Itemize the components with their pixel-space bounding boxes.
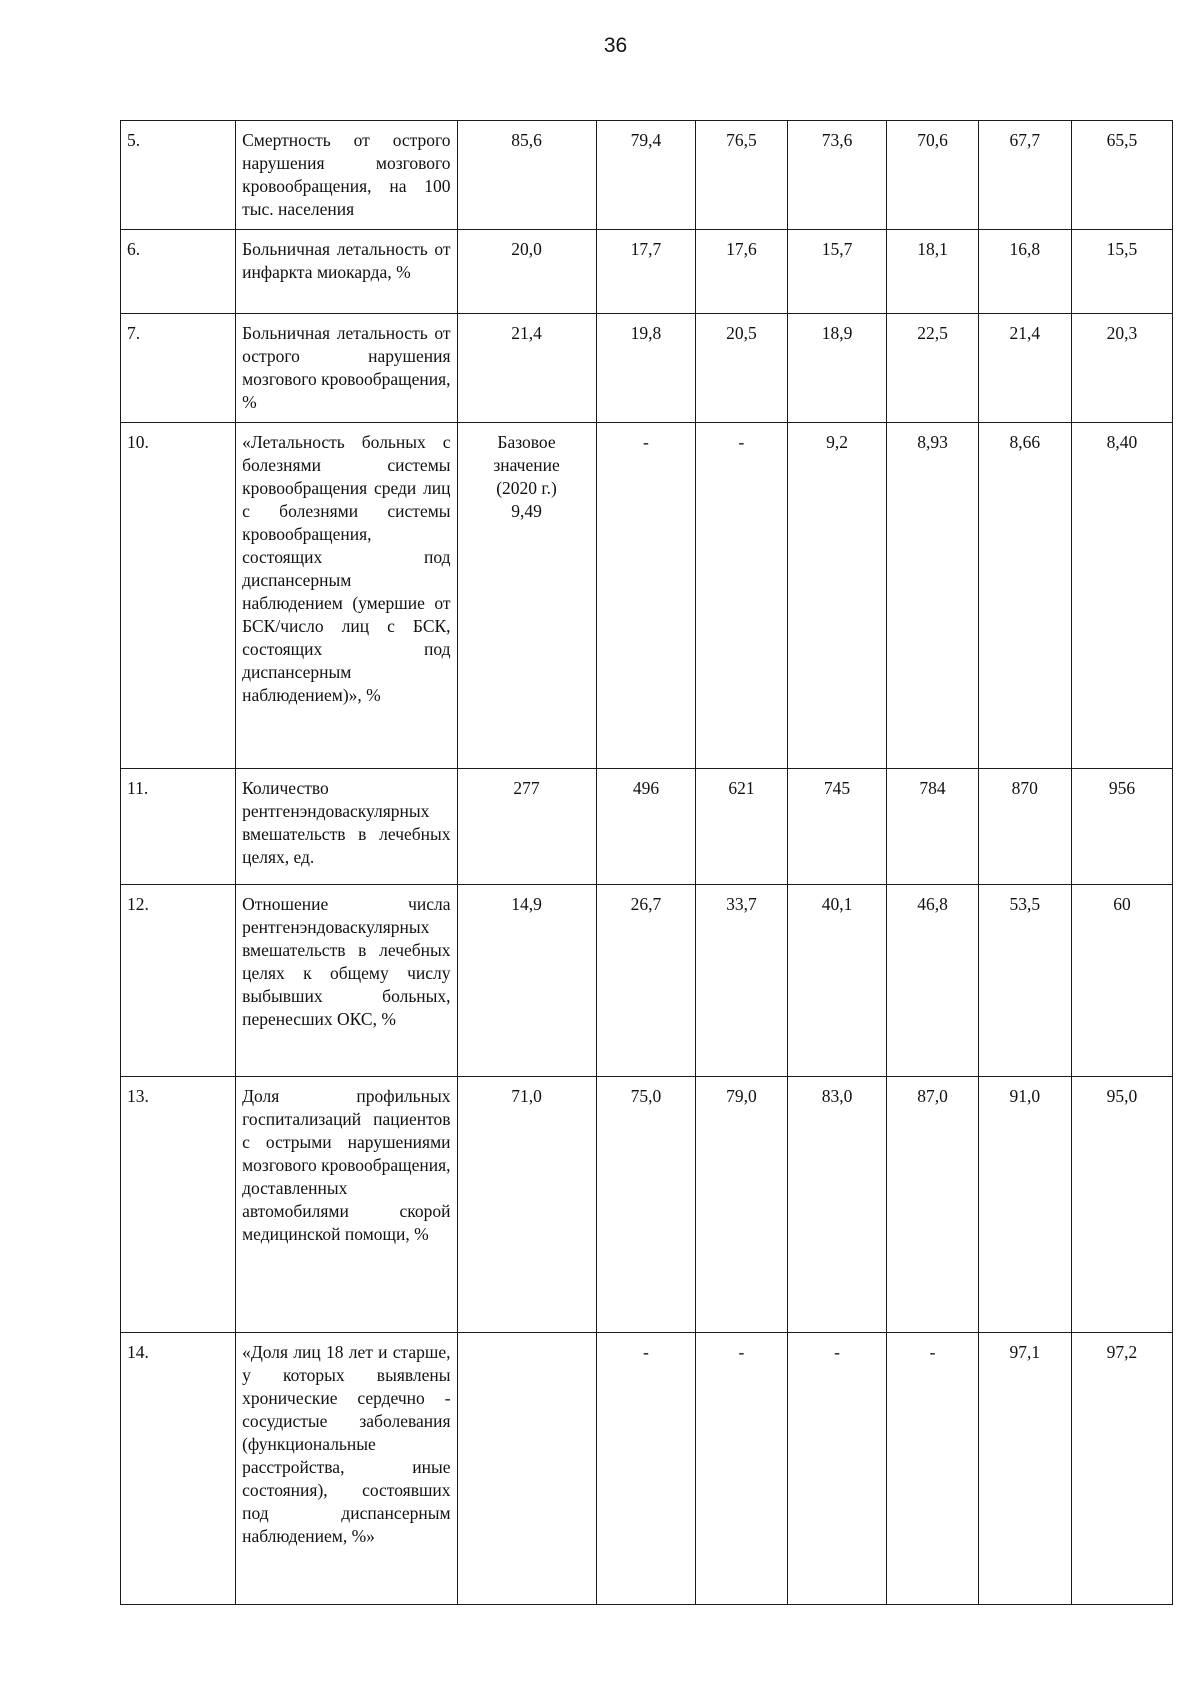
value-cell: 20,0: [457, 230, 596, 314]
value-cell: 956: [1071, 769, 1172, 885]
value-cell: 17,7: [596, 230, 696, 314]
indicator-name: «Летальность больных с болезнями системы кровообращения среди лиц с болезнями системы кровообращения, состоящих под диспансерным наблюдением (умершие от БСК/число лиц с БСК, состоящих под диспансерным наблюдением)», %: [236, 423, 457, 769]
value-cell: 85,6: [457, 121, 596, 230]
base-value-line: (2020 г.): [496, 478, 557, 498]
indicator-name: Количество рентгенэндоваскулярных вмешательств в лечебных целях, ед.: [236, 769, 457, 885]
indicators-table: [120, 120, 1173, 1605]
value-cell: 40,1: [787, 885, 887, 1077]
value-cell: 91,0: [978, 1077, 1071, 1333]
row-number: 5.: [121, 121, 236, 230]
table-row: [121, 230, 1173, 314]
row-number: 6.: [121, 230, 236, 314]
value-cell: 17,6: [696, 230, 787, 314]
base-value-line: 9,49: [511, 501, 542, 521]
row-number: 11.: [121, 769, 236, 885]
value-cell: 53,5: [978, 885, 1071, 1077]
indicator-name: Отношение числа рентгенэндоваскулярных вмешательств в лечебных целях к общему числу выбывших больных, перенесших ОКС, %: [236, 885, 457, 1077]
value-cell: 870: [978, 769, 1071, 885]
value-cell: 9,2: [787, 423, 887, 769]
indicator-name: Больничная летальность от острого нарушения мозгового кровообращения, %: [236, 314, 457, 423]
value-cell: 26,7: [596, 885, 696, 1077]
value-cell: 8,40: [1071, 423, 1172, 769]
table-row: [121, 1077, 1173, 1333]
value-cell: 79,0: [696, 1077, 787, 1333]
value-cell: 22,5: [887, 314, 978, 423]
value-cell: 71,0: [457, 1077, 596, 1333]
value-cell: 95,0: [1071, 1077, 1172, 1333]
table-row: [121, 1333, 1173, 1605]
base-value-line: значение: [493, 455, 560, 475]
value-cell: -: [696, 423, 787, 769]
value-cell: 97,1: [978, 1333, 1071, 1605]
value-cell: 8,93: [887, 423, 978, 769]
empty-cell: [457, 1333, 596, 1605]
table-row: [121, 314, 1173, 423]
base-value-cell: [457, 423, 596, 769]
table-row: [121, 121, 1173, 230]
indicator-name: Больничная летальность от инфаркта миокарда, %: [236, 230, 457, 314]
page-number: 36: [603, 34, 628, 57]
row-number: 7.: [121, 314, 236, 423]
value-cell: 87,0: [887, 1077, 978, 1333]
table-row: [121, 423, 1173, 769]
indicator-name: Смертность от острого нарушения мозгового кровообращения, на 100 тыс. населения: [236, 121, 457, 230]
value-cell: 8,66: [978, 423, 1071, 769]
value-cell: 18,9: [787, 314, 887, 423]
value-cell: -: [596, 1333, 696, 1605]
value-cell: 14,9: [457, 885, 596, 1077]
value-cell: 15,5: [1071, 230, 1172, 314]
value-cell: 76,5: [696, 121, 787, 230]
value-cell: 784: [887, 769, 978, 885]
table-row: [121, 885, 1173, 1077]
value-cell: 20,5: [696, 314, 787, 423]
row-number: 10.: [121, 423, 236, 769]
table-row: [121, 769, 1173, 885]
row-number: 12.: [121, 885, 236, 1077]
indicator-name: Доля профильных госпитализаций пациентов с острыми нарушениями мозгового кровообращения, доставленных автомобилями скорой медицинской помощи, %: [236, 1077, 457, 1333]
value-cell: -: [887, 1333, 978, 1605]
value-cell: 73,6: [787, 121, 887, 230]
value-cell: 15,7: [787, 230, 887, 314]
value-cell: 33,7: [696, 885, 787, 1077]
value-cell: 18,1: [887, 230, 978, 314]
value-cell: 79,4: [596, 121, 696, 230]
value-cell: 21,4: [457, 314, 596, 423]
value-cell: 97,2: [1071, 1333, 1172, 1605]
value-cell: 60: [1071, 885, 1172, 1077]
row-number: 13.: [121, 1077, 236, 1333]
value-cell: 46,8: [887, 885, 978, 1077]
base-value-line: Базовое: [497, 432, 556, 452]
value-cell: -: [596, 423, 696, 769]
value-cell: 277: [457, 769, 596, 885]
value-cell: -: [696, 1333, 787, 1605]
value-cell: 16,8: [978, 230, 1071, 314]
value-cell: 70,6: [887, 121, 978, 230]
value-cell: 83,0: [787, 1077, 887, 1333]
value-cell: 75,0: [596, 1077, 696, 1333]
value-cell: 65,5: [1071, 121, 1172, 230]
value-cell: 19,8: [596, 314, 696, 423]
value-cell: 496: [596, 769, 696, 885]
value-cell: 21,4: [978, 314, 1071, 423]
row-number: 14.: [121, 1333, 236, 1605]
value-cell: -: [787, 1333, 887, 1605]
value-cell: 745: [787, 769, 887, 885]
value-cell: 20,3: [1071, 314, 1172, 423]
value-cell: 67,7: [978, 121, 1071, 230]
value-cell: 621: [696, 769, 787, 885]
indicator-name: «Доля лиц 18 лет и старше, у которых выявлены хронические сердечно - сосудистые заболевания (функциональные расстройства, иные состояния), состоявших под диспансерным наблюдением, %»: [236, 1333, 457, 1605]
